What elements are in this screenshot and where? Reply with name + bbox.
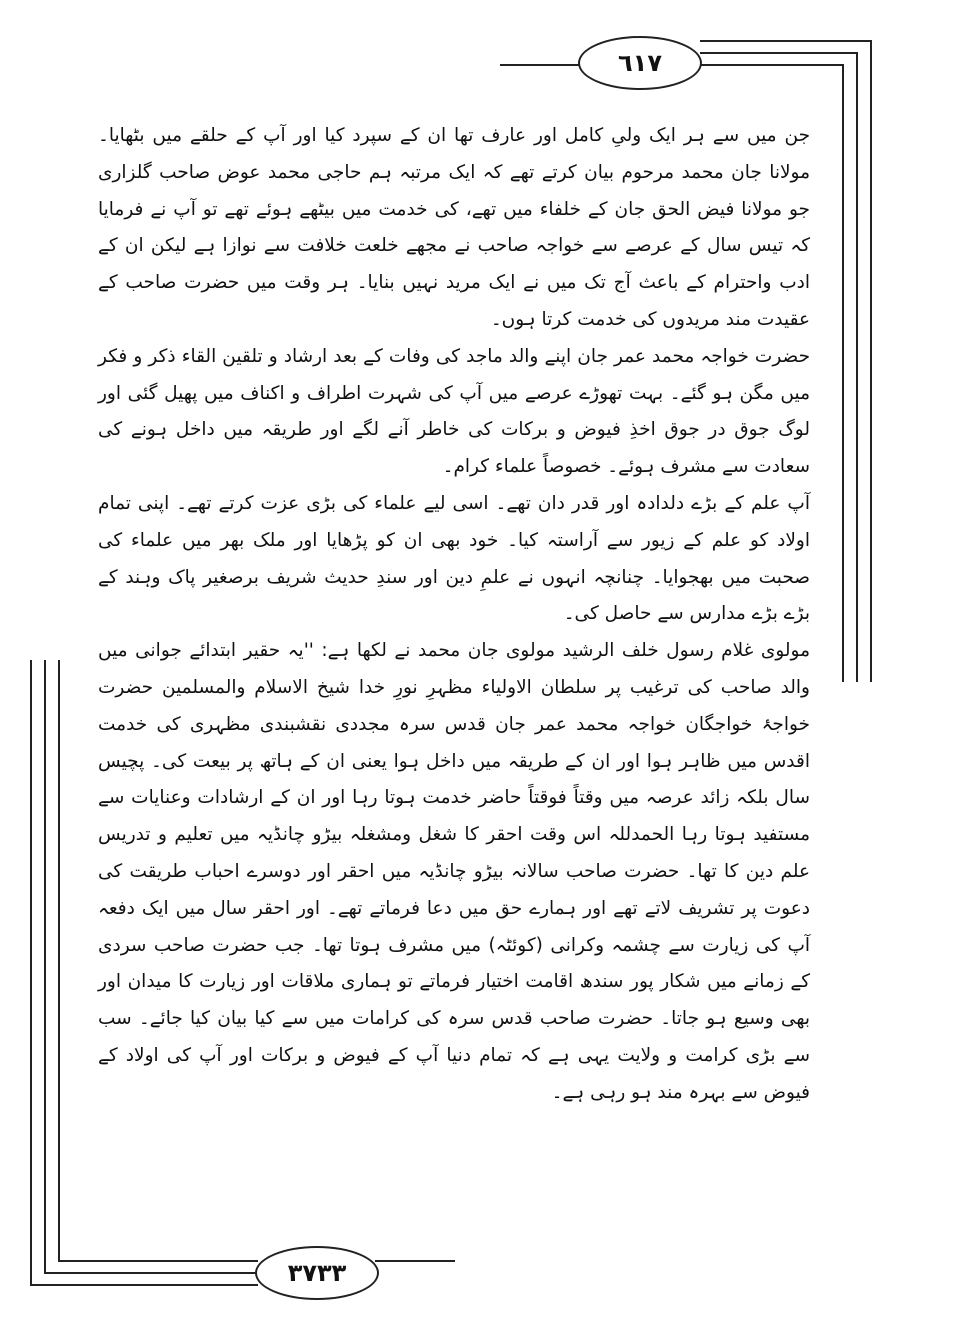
paragraph-2: حضرت خواجہ محمد عمر جان اپنے والد ماجد کی وفات کے بعد ارشاد و تلقین القاء ذکر و فکر میں مگن ہو گئے۔ بہت تھوڑے عرصے میں آپ کی شہرت اطراف و اکناف میں پھیل گئی اور لوگ جوق در جوق اخذِ فیوض و برکات کی خاطر آنے لگے اور طریقہ میں داخل ہونے کی سعادت سے مشرف ہوئے۔ خصوصاً علماء کرام۔ [98,345,810,478]
page-number-bottom: ٣٧٣٣ [255,1246,379,1300]
page-body-text [98,118,810,1112]
page-number-top: ٦١٧ [578,36,702,90]
paragraph-3: آپ علم کے بڑے دلدادہ اور قدر دان تھے۔ اسی لیے علماء کی بڑی عزت کرتے تھے۔ اپنی تمام اولاد کو علم کے زیور سے آراستہ کیا۔ خود بھی ان کو پڑھایا اور ملک بھر میں علماء کی صحبت میں بھجوایا۔ چنانچہ انہوں نے علمِ دین اور سندِ حدیث شریف برصغیر پاک وہند کے بڑے بڑے مدارس سے حاصل کی۔ [98,492,810,625]
paragraph-1: جن میں سے ہر ایک ولیِ کامل اور عارف تھا ان کے سپرد کیا اور آپ کے حلقے میں بٹھایا۔ مولانا جان محمد مرحوم بیان کرتے تھے کہ ایک مرتبہ ہم حاجی محمد عوض صاحب گلزاری جو مولانا فیض الحق جان کے خلفاء میں تھے، کی خدمت میں بیٹھے ہوئے تھے تو آپ نے فرمایا کہ تیس سال کے عرصے سے خواجہ صاحب نے مجھے خلعت خلافت سے نوازا ہے لیکن ان کے ادب واحترام کے باعث آج تک میں نے ایک مرید نہیں بنایا۔ ہر وقت میں حضرت صاحب کے عقیدت مند مریدوں کی خدمت کرتا ہوں۔ [98,125,810,330]
paragraph-4: مولوی غلام رسول خلف الرشید مولوی جان محمد نے لکھا ہے: ''یہ حقیر ابتدائے جوانی میں والد صاحب کی ترغیب پر سلطان الاولیاء مظہرِ نورِ خدا شیخ الاسلام والمسلمین حضرت خواجۂ خواجگان خواجہ محمد عمر جان قدس سرہ مجددی نقشبندی مظہری کی خدمت اقدس میں ظاہر ہوا اور ان کے طریقہ میں داخل ہوا یعنی ان کے ہاتھ پر بیعت کی۔ پچیس سال بلکہ زائد عرصہ میں وقتاً فوقتاً حاضر خدمت ہوتا رہا اور ان کے ارشادات وعنایات سے مستفید ہوتا رہا الحمدللہ اس وقت احقر کا شغل ومشغلہ بیڑو چانڈیہ میں تعلیم و تدریس علم دین کا تھا۔ حضرت صاحب سالانہ بیڑو چانڈیہ میں احقر اور دوسرے احباب طریقت کی دعوت پر تشریف لاتے تھے اور ہمارے حق میں دعا فرماتے تھے۔ اور احقر سال میں ایک دفعہ آپ کی زیارت سے چشمہ وکرانی (کوئٹہ) میں مشرف ہوتا تھا۔ جب حضرت صاحب سردی کے زمانے میں شکار پور سندھ اقامت اختیار فرماتے تو ہماری ملاقات اور زیارت کا میدان اور بھی وسیع ہو جاتا۔ حضرت صاحب قدس سرہ کی کرامات میں سے کیا بیان کیا جائے۔ سب سے بڑی کرامت و ولایت یہی ہے کہ تمام دنیا آپ کے فیوض و برکات اور آپ کی اولاد کے فیوض سے بہرہ مند ہو رہی ہے۔ [98,640,810,1103]
